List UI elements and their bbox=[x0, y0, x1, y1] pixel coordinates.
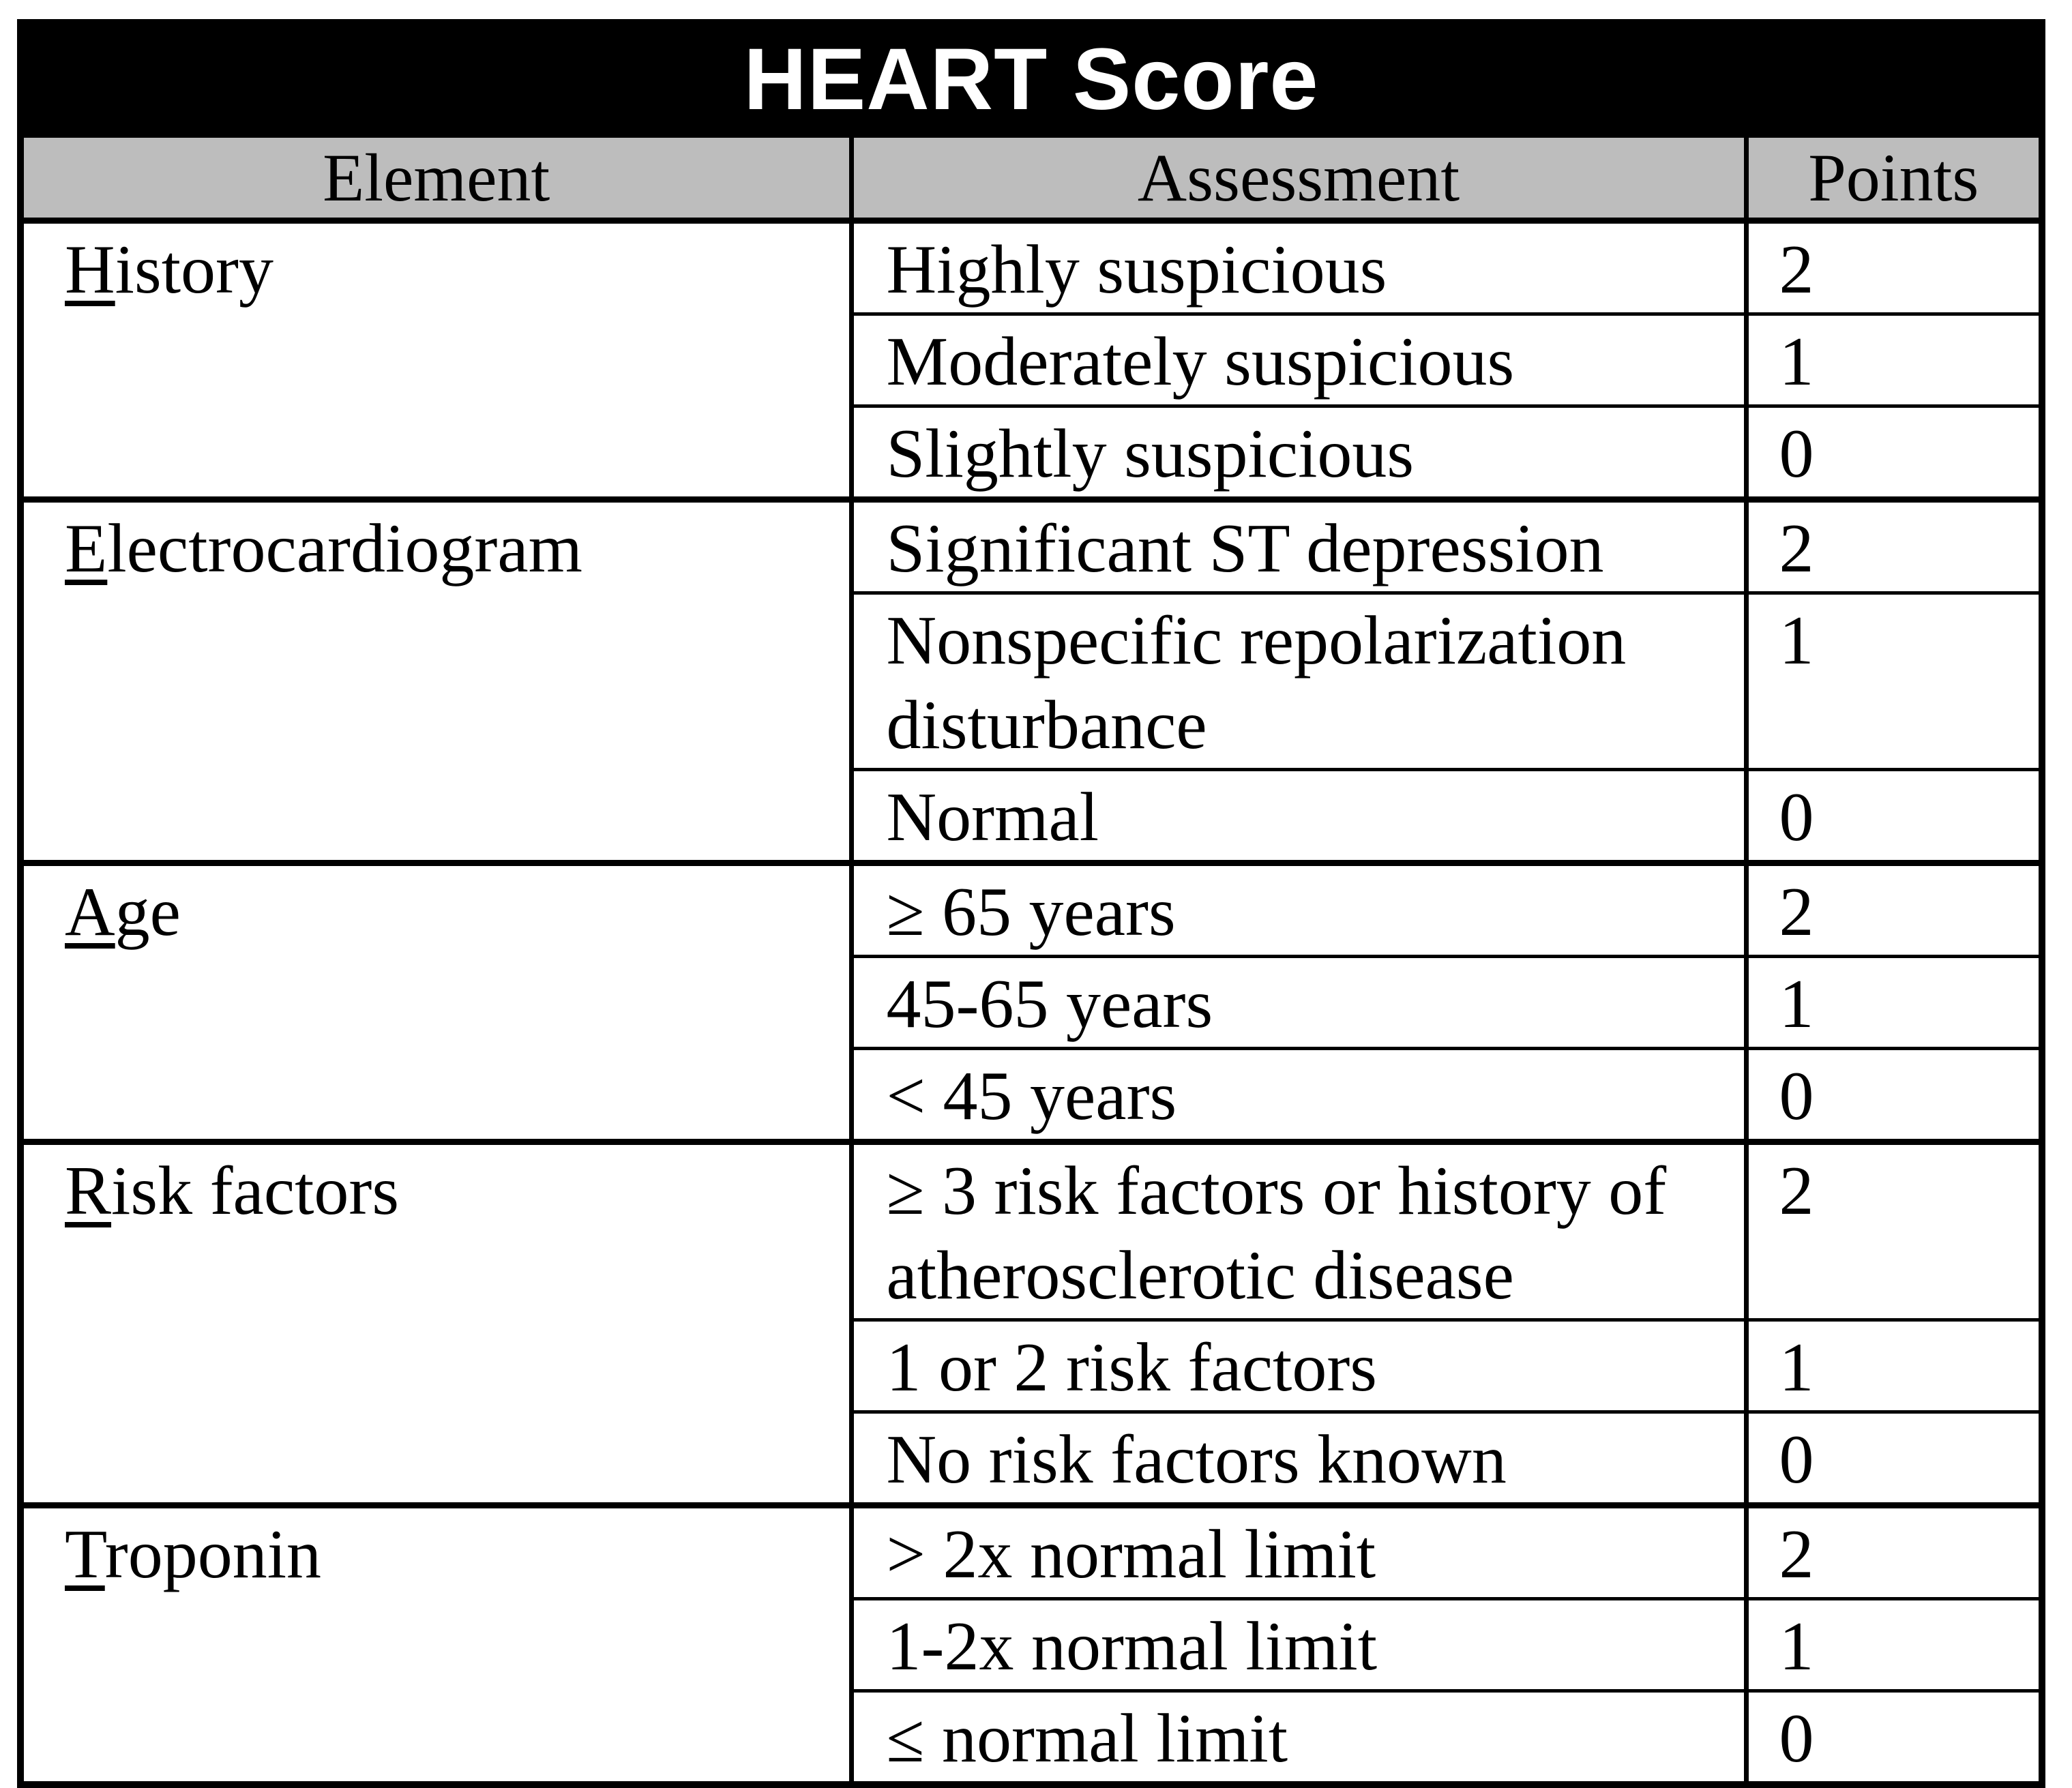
assessment-cell: Normal bbox=[851, 770, 1746, 863]
element-history: History bbox=[20, 221, 851, 500]
assessment-cell: No risk factors known bbox=[851, 1412, 1746, 1506]
table-row bbox=[20, 500, 2042, 593]
assessment-cell: < 45 years bbox=[851, 1049, 1746, 1142]
points-cell: 0 bbox=[1746, 770, 2042, 863]
points-cell: 2 bbox=[1746, 863, 2042, 957]
assessment-cell: ≥ 65 years bbox=[851, 863, 1746, 957]
points-cell: 2 bbox=[1746, 500, 2042, 593]
element-age: Age bbox=[20, 863, 851, 1142]
table-row bbox=[20, 1506, 2042, 1599]
heart-score-table bbox=[17, 19, 2045, 1788]
column-header-points: Points bbox=[1746, 135, 2042, 221]
assessment-cell: 1 or 2 risk factors bbox=[851, 1320, 1746, 1412]
points-cell: 0 bbox=[1746, 1691, 2042, 1785]
points-cell: 0 bbox=[1746, 406, 2042, 500]
points-cell: 0 bbox=[1746, 1412, 2042, 1506]
table-row bbox=[20, 863, 2042, 957]
table-row bbox=[20, 1142, 2042, 1320]
assessment-cell: Significant ST depression bbox=[851, 500, 1746, 593]
column-header-row bbox=[20, 135, 2042, 221]
assessment-cell: Nonspecific repolarization disturbance bbox=[851, 593, 1746, 770]
table-title: HEART Score bbox=[20, 23, 2042, 135]
points-cell: 2 bbox=[1746, 1142, 2042, 1320]
points-cell: 1 bbox=[1746, 593, 2042, 770]
table-row bbox=[20, 221, 2042, 314]
element-risk-factors: Risk factors bbox=[20, 1142, 851, 1506]
points-cell: 1 bbox=[1746, 1320, 2042, 1412]
element-electrocardiogram: Electrocardiogram bbox=[20, 500, 851, 863]
points-cell: 1 bbox=[1746, 314, 2042, 406]
points-cell: 2 bbox=[1746, 221, 2042, 314]
points-cell: 1 bbox=[1746, 957, 2042, 1049]
assessment-cell: Moderately suspicious bbox=[851, 314, 1746, 406]
element-troponin: Troponin bbox=[20, 1506, 851, 1785]
points-cell: 0 bbox=[1746, 1049, 2042, 1142]
assessment-cell: 45-65 years bbox=[851, 957, 1746, 1049]
column-header-element: Element bbox=[20, 135, 851, 221]
points-cell: 1 bbox=[1746, 1599, 2042, 1691]
table-title-row bbox=[20, 23, 2042, 135]
assessment-cell: 1-2x normal limit bbox=[851, 1599, 1746, 1691]
assessment-cell: Slightly suspicious bbox=[851, 406, 1746, 500]
assessment-cell: > 2x normal limit bbox=[851, 1506, 1746, 1599]
points-cell: 2 bbox=[1746, 1506, 2042, 1599]
assessment-cell: ≥ 3 risk factors or history of atherosclerotic disease bbox=[851, 1142, 1746, 1320]
assessment-cell: Highly suspicious bbox=[851, 221, 1746, 314]
column-header-assessment: Assessment bbox=[851, 135, 1746, 221]
assessment-cell: ≤ normal limit bbox=[851, 1691, 1746, 1785]
